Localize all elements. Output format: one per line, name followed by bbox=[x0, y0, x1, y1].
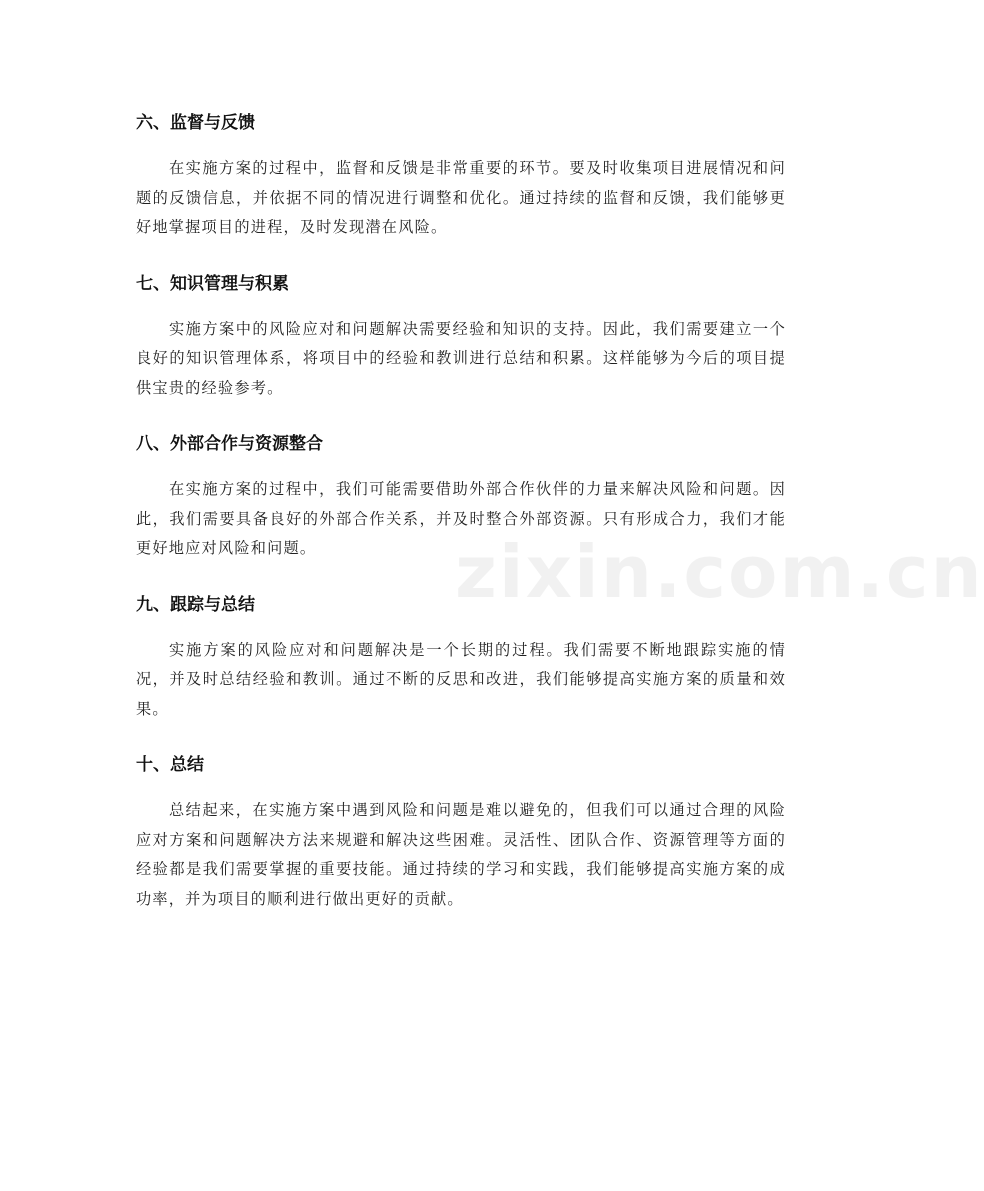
section-paragraph: 实施方案中的风险应对和问题解决需要经验和知识的支持。因此，我们需要建立一个良好的知识管理体系，将项目中的经验和教训进行总结和积累。这样能够为今后的项目提供宝贵的经验参考。 bbox=[136, 319, 786, 397]
section-heading: 八、外部合作与资源整合 bbox=[136, 434, 323, 454]
section-paragraph: 总结起来，在实施方案中遇到风险和问题是难以避免的，但我们可以通过合理的风险应对方案和问题解决方法来规避和解决这些困难。灵活性、团队合作、资源管理等方面的经验都是我们需要掌握的重要技能。通过持续的学习和实践，我们能够提高实施方案的成功率，并为项目的顺利进行做出更好的贡献。 bbox=[136, 801, 786, 908]
section-paragraph: 在实施方案的过程中，监督和反馈是非常重要的环节。要及时收集项目进展情况和问题的反馈信息，并依据不同的情况进行调整和优化。通过持续的监督和反馈，我们能够更好地掌握项目的进程，及时发现潜在风险。 bbox=[136, 159, 786, 236]
section-7 bbox=[136, 265, 786, 404]
section-heading: 九、跟踪与总结 bbox=[136, 594, 255, 615]
section-9 bbox=[136, 586, 786, 725]
section-paragraph: 实施方案的风险应对和问题解决是一个长期的过程。我们需要不断地跟踪实施的情况，并及时总结经验和教训。通过不断的反思和改进，我们能够提高实施方案的质量和效果。 bbox=[136, 640, 786, 718]
section-8 bbox=[136, 425, 786, 564]
section-6 bbox=[136, 104, 786, 243]
section-heading: 十、总结 bbox=[136, 755, 204, 775]
section-heading: 六、监督与反馈 bbox=[136, 113, 255, 133]
section-paragraph: 在实施方案的过程中，我们可能需要借助外部合作伙伴的力量来解决风险和问题。因此，我们需要具备良好的外部合作关系，并及时整合外部资源。只有形成合力，我们才能更好地应对风险和问题。 bbox=[136, 480, 786, 557]
section-10 bbox=[136, 746, 786, 914]
section-heading: 七、知识管理与积累 bbox=[136, 273, 289, 294]
watermark: zixin.com.cn bbox=[455, 530, 984, 614]
document-content bbox=[136, 104, 786, 936]
